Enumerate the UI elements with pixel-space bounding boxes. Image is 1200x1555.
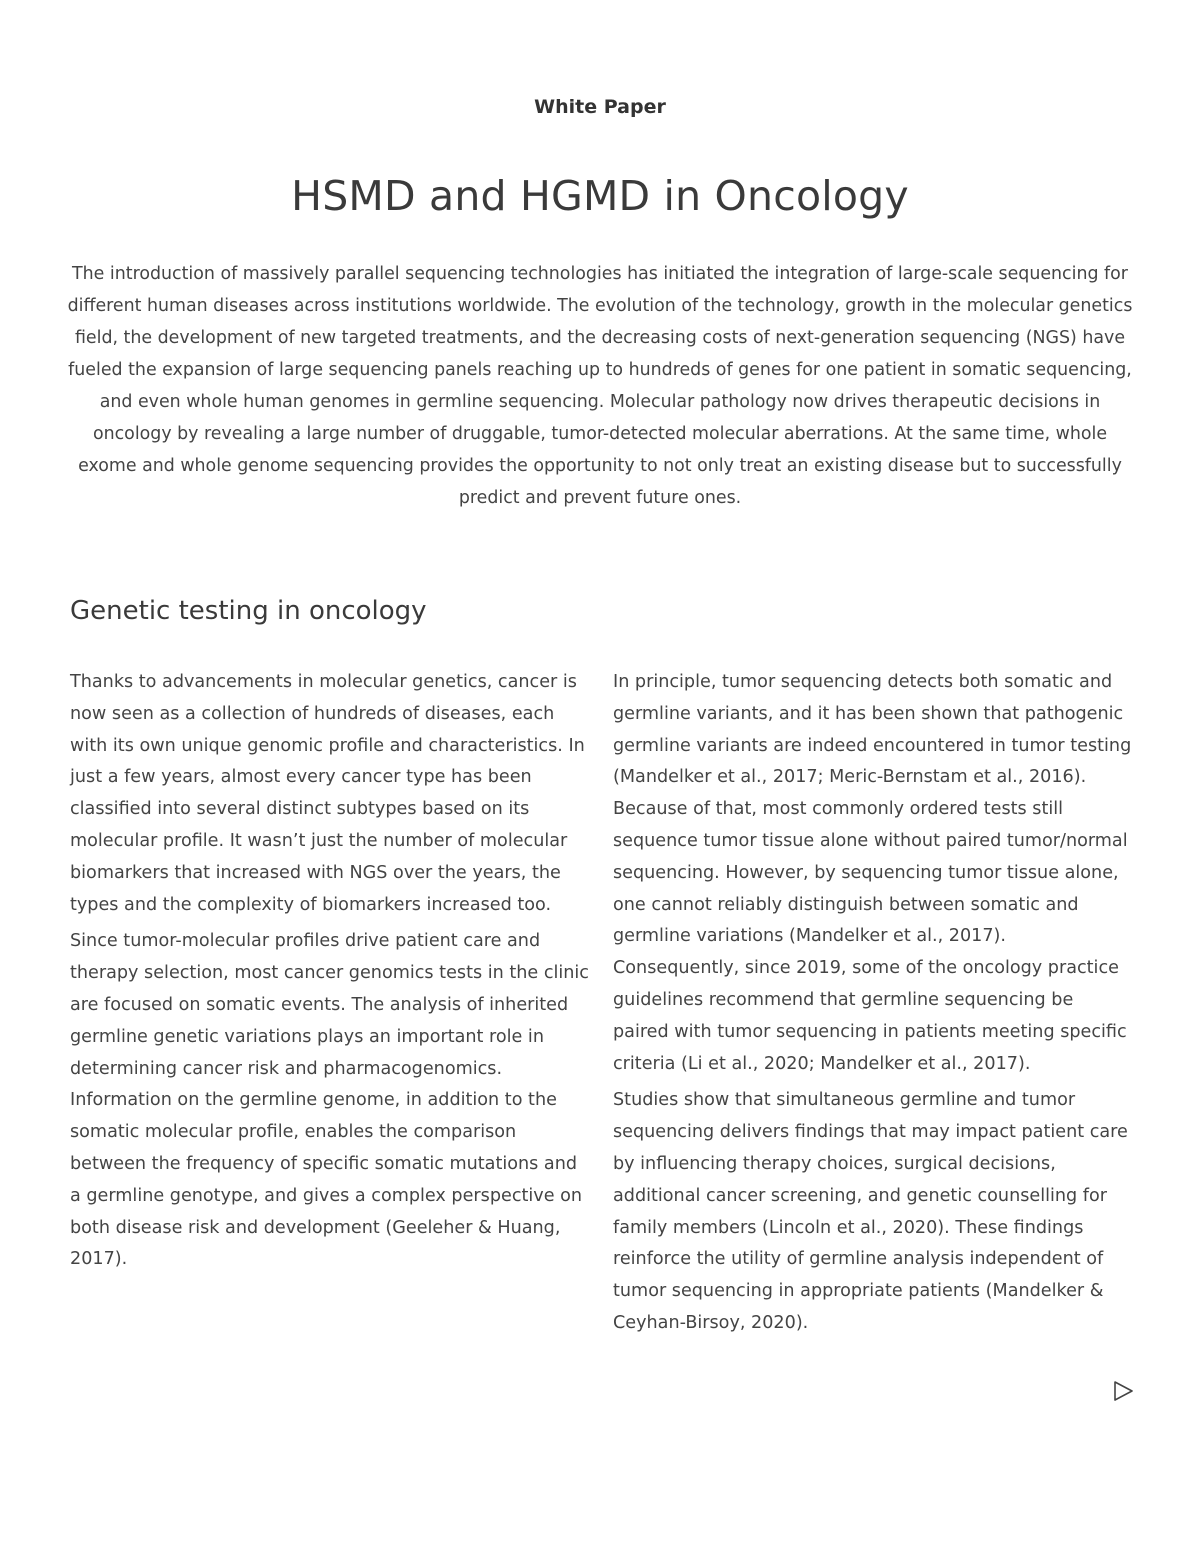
page-title: HSMD and HGMD in Oncology bbox=[291, 172, 909, 220]
eyebrow-label: White Paper bbox=[534, 96, 666, 118]
body-paragraph: Studies show that simultaneous germline and tumor sequencing delivers findings that may impact patient care by influencing therapy choices, surgical decisions, additional cancer screening, and genetic counselling for family members (Lincoln et al., 2020). These findings reinforce the utility of germline analysis independent of tumor sequencing in appropriate patients (Mandelker & Ceyhan-Birsoy, 2020). bbox=[613, 1090, 1128, 1333]
body-paragraph: Since tumor-molecular profiles drive patient care and therapy selection, most cancer genomics tests in the clinic are focused on somatic events. The analysis of inherited germline genetic variations plays an important role in determining cancer risk and pharmacogenomics. Information on the germline genome, in addition to the somatic molecular profile, enables the comparison between the frequency of specific somatic mutations and a germline genotype, and gives a complex perspective on both disease risk and development (Geeleher & Huang, 2017). bbox=[70, 931, 589, 1270]
next-page-arrow-icon[interactable] bbox=[1110, 1378, 1136, 1404]
left-column bbox=[70, 667, 590, 1281]
right-column bbox=[613, 667, 1133, 1345]
intro-paragraph: The introduction of massively parallel sequencing technologies has initiated the integration of large-scale sequencing for different human diseases across institutions worldwide. The evolution of the technology, growth in the molecular genetics field, the development of new targeted treatments, and the decreasing costs of next-generation sequencing (NGS) have fueled the expansion of large sequencing panels reaching up to hundreds of genes for one patient in somatic sequencing, and even whole human genomes in germline sequencing. Molecular pathology now drives therapeutic decisions in oncology by revealing a large number of druggable, tumor-detected molecular aberrations. At the same time, whole exome and whole genome sequencing provides the opportunity to not only treat an existing disease but to successfully predict and prevent future ones. bbox=[67, 264, 1133, 508]
body-paragraph: Thanks to advancements in molecular genetics, cancer is now seen as a collection of hundreds of diseases, each with its own unique genomic profile and characteristics. In just a few years, almost every cancer type has been classified into several distinct subtypes based on its molecular profile. It wasn’t just the number of molecular biomarkers that increased with NGS over the years, the types and the complexity of biomarkers increased too. bbox=[70, 672, 585, 915]
body-paragraph: In principle, tumor sequencing detects both somatic and germline variants, and it has been shown that pathogenic germline variants are indeed encountered in tumor testing (Mandelker et al., 2017; Meric-Bernstam et al., 2016). Because of that, most commonly ordered tests still sequence tumor tissue alone without paired tumor/normal sequencing. However, by sequencing tumor tissue alone, one cannot reliably distinguish between somatic and germline variations (Mandelker et al., 2017). Consequently, since 2019, some of the oncology practice guidelines recommend that germline sequencing be paired with tumor sequencing in patients meeting specific criteria (Li et al., 2020; Mandelker et al., 2017). bbox=[613, 672, 1132, 1074]
section-heading: Genetic testing in oncology bbox=[70, 596, 427, 626]
